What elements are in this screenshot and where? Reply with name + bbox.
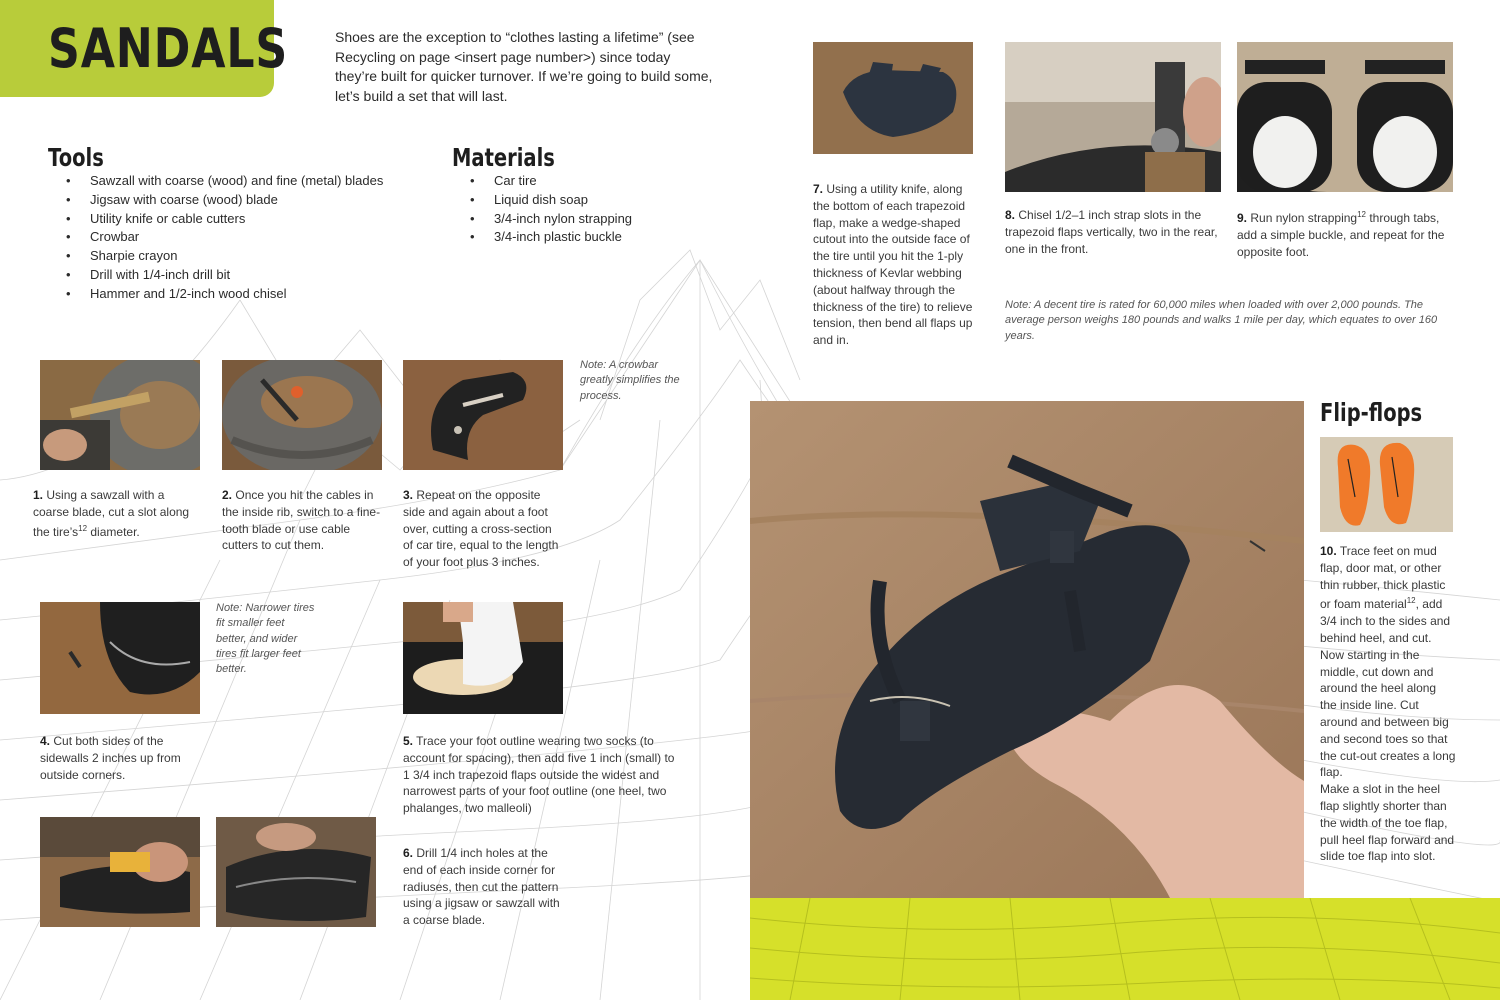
tools-list: [48, 172, 383, 304]
photo-tracing-foot: [403, 602, 563, 714]
photo-finished-sandals-on-feet: [1237, 42, 1453, 192]
list-item: • Hammer and 1/2-inch wood chisel: [48, 285, 383, 304]
note-tire-rating: Note: A decent tire is rated for 60,000 miles when loaded with over 2,000 pounds. The average person weighs 180 pounds and walks 1 mile per day, which equates to over 160 years.: [1005, 299, 1438, 342]
step-9-caption: 9. Run nylon strapping$^{12}$ through tabs, add a simple buckle, and repeat for the opposite foot.: [1237, 210, 1445, 259]
photo-drilling-holes: [40, 817, 200, 927]
list-item: • Utility knife or cable cutters: [48, 210, 383, 229]
photo-flaps-bent-up: [813, 42, 973, 154]
note-narrower-tires: Note: Narrower tires fit smaller feet better, and wider tires fit larger feet better.: [216, 602, 315, 676]
list-item: • Jigsaw with coarse (wood) blade: [48, 191, 383, 210]
photo-tire-cross-section: [403, 360, 563, 470]
photo-hand-holding-tire-sandal: [750, 401, 1304, 898]
photo-sawzall-cutting-tire: [40, 360, 200, 470]
tools-heading: Tools: [48, 143, 104, 172]
photo-foam-flip-flops: [1320, 437, 1453, 532]
list-item: • Drill with 1/4-inch drill bit: [48, 266, 383, 285]
step-10-caption: [1320, 543, 1456, 865]
page-title: SANDALS: [48, 17, 289, 80]
step-10-part-1: 10. Trace feet on mud flap, door mat, or other thin rubber, thick plastic or foam material$^{12}$, add 3/4 inch to the sides and behind heel, and cut.: [1320, 544, 1451, 645]
flipflops-heading: Flip-flops: [1320, 398, 1423, 427]
step-10-part-2: Now starting in the middle, cut down and around the heel along the inside line. Cut around and between big and second toes so that the cut-out creates a long flap.: [1320, 647, 1456, 780]
step-7-caption: 7. Using a utility knife, along the bottom of each trapezoid flap, make a wedge-shaped cutout into the outside face of the tire until you hit the 1-ply thickness of Kevlar webbing (about halfway through the thickness of the tire) to relieve tension, then bend all flaps up and in.: [813, 182, 973, 348]
list-item: • Sharpie crayon: [48, 247, 383, 266]
materials-heading: Materials: [452, 143, 555, 172]
step-5-caption: 5. Trace your foot outline wearing two socks (to account for spacing), then add five 1 inch (small) to 1 3/4 inch trapezoid flaps outside the widest and narrowest parts of your foot outline (one heel, two phalanges, two malleoli): [403, 734, 675, 816]
photo-chiseling-slots: [1005, 42, 1221, 192]
step-6-caption: 6. Drill 1/4 inch holes at the end of each inside corner for radiuses, then cut the pattern using a jigsaw or sawzall with a coarse blade.: [403, 846, 560, 928]
list-item: • Liquid dish soap: [452, 191, 632, 210]
list-item: • Crowbar: [48, 228, 383, 247]
step-1-caption: 1. Using a sawzall with a coarse blade, cut a slot along the $tire’s^{12}$ diameter.: [33, 488, 190, 539]
materials-list: [452, 172, 632, 247]
list-item: • 3/4-inch plastic buckle: [452, 228, 632, 247]
list-item: • Sawzall with coarse (wood) and fine (metal) blades: [48, 172, 383, 191]
step-3-caption: 3. Repeat on the opposite side and again about a foot over, cutting a cross-section of car tire, equal to the length of your foot plus 3 inches.: [403, 488, 559, 570]
list-item: • Car tire: [452, 172, 632, 191]
photo-cutting-sidewalls: [40, 602, 200, 714]
step-10-part-3: Make a slot in the heel flap slightly shorter than the width of the toe flap, pull heel flap forward and slide toe flap into slot.: [1320, 782, 1455, 864]
photo-cutting-cables: [222, 360, 382, 470]
note-crowbar: Note: A crowbar greatly simplifies the process.: [580, 359, 680, 402]
step-2-caption: 2. Once you hit the cables in the inside rib, switch to a fine-tooth blade or use cable cutters to cut them.: [222, 488, 381, 553]
intro-paragraph: Shoes are the exception to “clothes lasting a lifetime” (see Recycling on page <insert page number>) since today they’re built for quicker turnover. If we’re going to build some, let’s build a set that will last.: [335, 29, 713, 104]
band-wire-pattern: [750, 898, 1500, 1000]
photo-jigsaw-cutting-pattern: [216, 817, 376, 927]
step-4-caption: 4. Cut both sides of the sidewalls 2 inches up from outside corners.: [40, 734, 181, 782]
list-item: • 3/4-inch nylon strapping: [452, 210, 632, 229]
step-8-caption: 8. Chisel 1/2–1 inch strap slots in the trapezoid flaps vertically, two in the rear, one in the front.: [1005, 208, 1218, 256]
